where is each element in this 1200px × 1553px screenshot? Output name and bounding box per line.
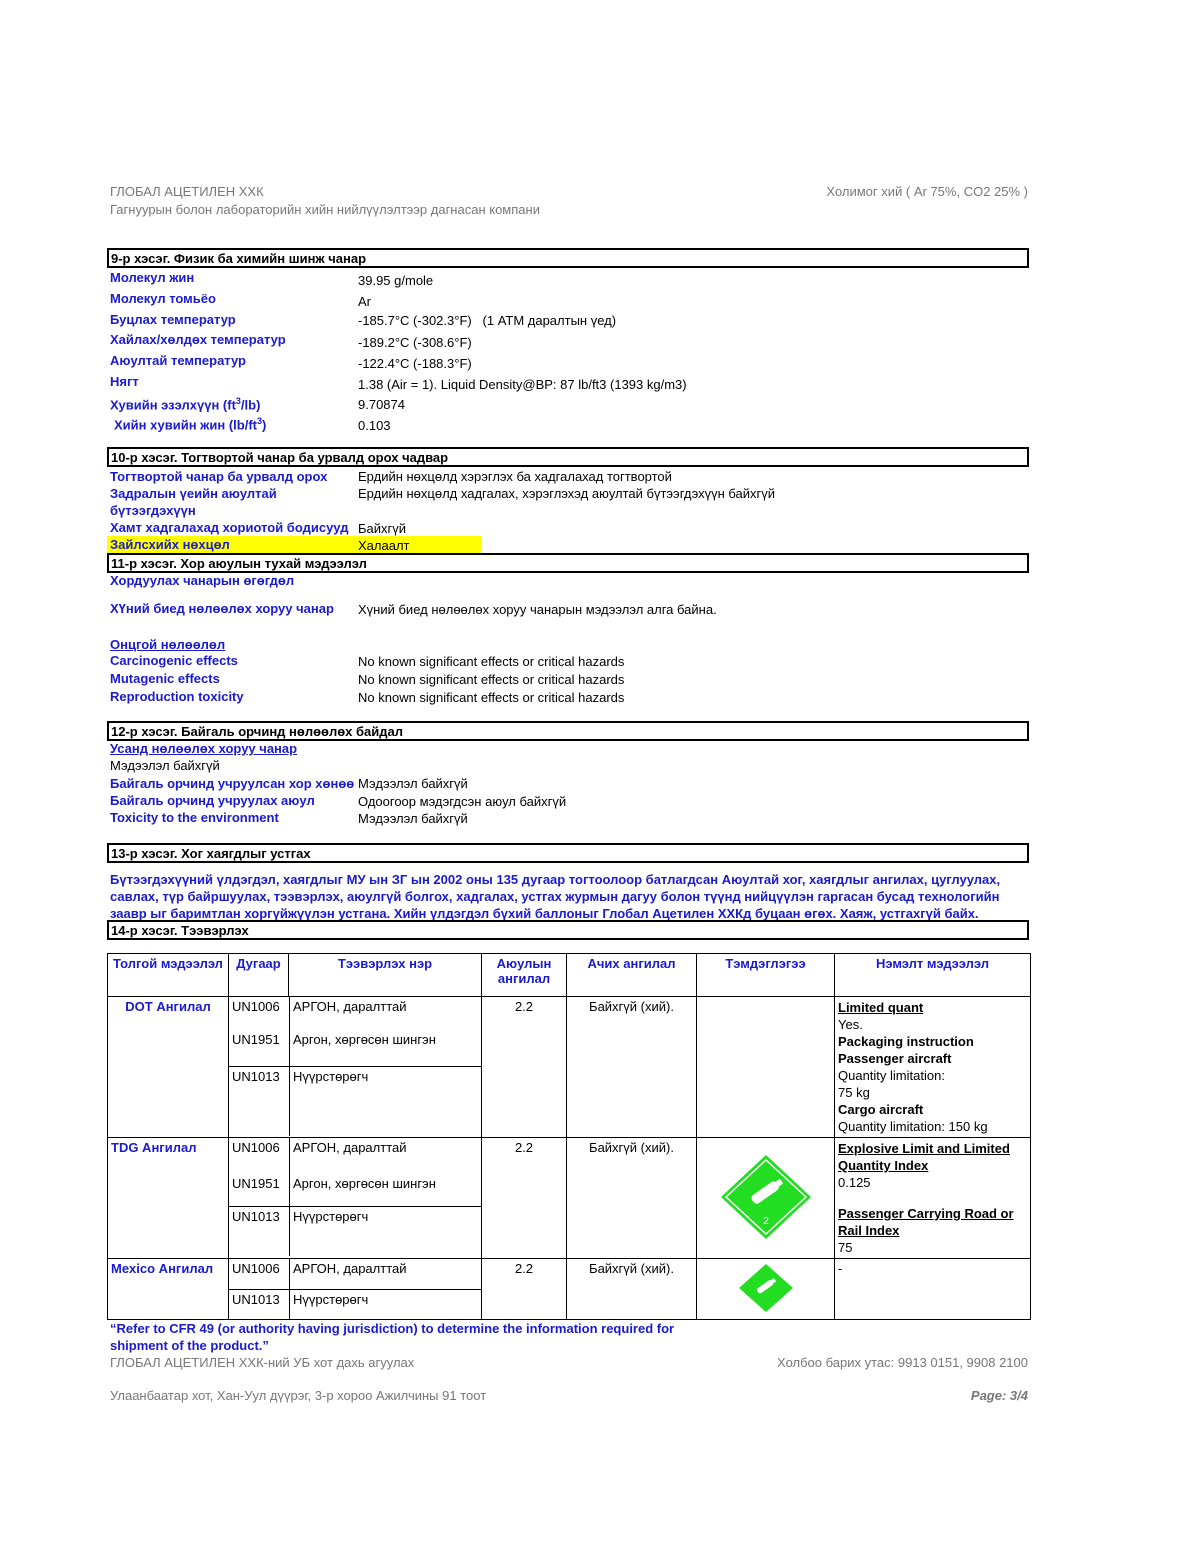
s10-label: Тогтвортой чанар ба урвалд орох — [110, 469, 328, 484]
s9-value: 9.70874 — [358, 397, 405, 412]
s12-value: Мэдээлэл байхгүй — [358, 811, 468, 826]
gas-cylinder-placard-icon — [718, 1152, 814, 1242]
shipping-name: Аргон, хөргөсөн шингэн — [290, 1174, 482, 1206]
packing-group: Байхгүй (хий). — [567, 997, 697, 1138]
shipping-name: Аргон, хөргөсөн шингэн — [290, 1030, 482, 1066]
section-10-title: 10-р хэсэг. Тогтвортой чанар ба урвалд орох чадвар — [107, 447, 1029, 467]
section-12-title: 12-р хэсэг. Байгаль орчинд нөлөөлөх байдал — [107, 721, 1029, 741]
marking-cell — [697, 1259, 835, 1320]
s11-value: No known significant effects or critical hazards — [358, 690, 625, 705]
s9-value: -189.2°C (-308.6°F) — [358, 335, 472, 350]
un-number: UN1006 — [229, 997, 290, 1030]
s9-value: -122.4°C (-188.3°F) — [358, 356, 472, 371]
s10-value: Ердийн нөхцөлд хадгалах, хэрэглэхэд аюултай бүтээгдэхүүн байхгүй — [358, 486, 776, 501]
s9-label: Молекул жин — [110, 270, 195, 285]
col-header: Нэмэлт мэдээлэл — [835, 954, 1031, 997]
un-number: UN1013 — [229, 1206, 290, 1256]
s11-heading: Онцгой нөлөөлөл — [110, 637, 226, 652]
s9-label: Молекул томьёо — [110, 291, 216, 306]
footer-address: Улаанбаатар хот, Хан-Уул дүүрэг, 3-р хороо Ажилчины 91 тоот — [110, 1388, 487, 1403]
s12-label: Байгаль орчинд учруулсан хор хөнөө — [110, 776, 355, 791]
s12-label: Toxicity to the environment — [110, 810, 279, 825]
footer-warehouse: ГЛОБАЛ АЦЕТИЛЕН ХХК-ний УБ хот дахь агуулах — [110, 1355, 415, 1370]
s9-value: 1.38 (Air = 1). Liquid Density@BP: 87 lb/ft3 (1393 kg/m3) — [358, 377, 687, 392]
s9-label-gas-gravity: Хийн хувийн жин $(lb/ft^3)$ — [114, 416, 267, 433]
packing-group: Байхгүй (хий). — [567, 1138, 697, 1259]
svg-text:2: 2 — [762, 1215, 769, 1227]
s9-value: -185.7°C (-302.3°F) (1 АТМ даралтын үед) — [358, 313, 617, 328]
shipping-name: АРГОН, даралттай — [290, 1259, 482, 1289]
un-number: UN1006 — [229, 1259, 290, 1289]
table-header-row — [108, 954, 1031, 997]
col-header: Толгой мэдээлэл — [108, 954, 229, 997]
hazard-class: 2.2 — [482, 1138, 567, 1259]
section-11-title: 11-р хэсэг. Хор аюулын тухай мэдээлэл — [107, 553, 1029, 573]
shipping-name: Нүүрстөрөгч — [293, 1291, 369, 1307]
s12-text: Мэдээлэл байхгүй — [110, 758, 220, 773]
company-subtitle: Гагнуурын болон лабораторийн хийн нийлүүлэлтээр дагнасан компани — [110, 202, 540, 217]
s9-label-density: Нягт — [110, 374, 139, 389]
row-label: TDG Ангилал — [108, 1138, 229, 1259]
un-number: UN1013 — [229, 1066, 290, 1136]
un-number: UN1951 — [229, 1030, 290, 1066]
s11-value: No known significant effects or critical hazards — [358, 672, 625, 687]
shipping-name: Нүүрстөрөгч — [293, 1208, 369, 1224]
footer-phone: Холбоо барих утас: 9913 0151, 9908 2100 — [777, 1355, 1028, 1370]
s13-text: Бүтээгдэхүүний үлдэгдэл, хаягдлыг МУ ын ЗГ ын 2002 оны 135 дугаар тогтоолоор батлагдсан Аюултай хог, хаягдлыг ангилах, цуглуулах, савлах, түр байршуулах, тээвэрлэх, аюулгүй болгох, хадгалах, устгах журмын дагуу болон түүнд нийцүүлэн гаргасан бусад технологийн заавр ыг баримтлан хоргүйжүүлэн устгана. Хийн үлдэгдэл бүхий баллоныг Глобал Ацетилен ХХКд буцаан өгөх. Хаяж, устгахгүй байх. — [110, 872, 1001, 921]
table-row — [108, 1138, 1031, 1259]
s11-label: Mutagenic effects — [110, 671, 220, 686]
s12-value: Мэдээлэл байхгүй — [358, 776, 468, 791]
s12-value: Одоогоор мэдэгдсэн аюул байхгүй — [358, 794, 567, 809]
table-row — [108, 997, 1031, 1138]
extra-info: Limited quant Yes. Packaging instruction Passenger aircraft Quantity limitation: 75 kg Cargo aircraft Quantity limitation: 150 kg — [835, 997, 1031, 1138]
row-label: Mexico Ангилал — [108, 1259, 229, 1320]
table-row — [108, 1259, 1031, 1320]
s11-label: Reproduction toxicity — [110, 689, 244, 704]
page-number: Page: 3/4 — [970, 1388, 1028, 1403]
marking-cell — [697, 997, 835, 1138]
gas-cylinder-placard-icon — [737, 1262, 795, 1314]
s10-value: Байхгүй — [358, 521, 407, 536]
s9-value: 0.103 — [358, 418, 391, 433]
s11-heading: Хордуулах чанарын өгөгдөл — [110, 573, 295, 588]
shipping-table — [107, 953, 1031, 1320]
cfr-note: “Refer to CFR 49 (or authority having jurisdiction) to determine the information required for shipment of the product.” — [110, 1321, 675, 1353]
s10-label: бүтээгдэхүүн — [110, 503, 196, 518]
section-14-title: 14-р хэсэг. Тээвэрлэх — [107, 920, 1029, 940]
s10-value: Ердийн нөхцөлд хэрэглэх ба хадгалахад тогтвортой — [358, 469, 672, 484]
s11-label: ХҮний биед нөлөөлөх хоруу чанар — [110, 601, 334, 616]
packing-group: Байхгүй (хий). — [567, 1259, 697, 1320]
s9-value: 39.95 g/mole — [358, 273, 434, 288]
hazard-class: 2.2 — [482, 1259, 567, 1320]
company-name: ГЛОБАЛ АЦЕТИЛЕН ХХК — [110, 184, 264, 199]
un-number: UN1006 — [229, 1138, 290, 1174]
un-number: UN1951 — [229, 1174, 290, 1206]
col-header: Дугаар — [229, 954, 289, 997]
s12-heading: Усанд нөлөөлөх хоруу чанар — [110, 741, 298, 756]
un-number: UN1013 — [229, 1289, 290, 1319]
s10-value: Халаалт — [358, 538, 410, 553]
s11-value: Хүний биед нөлөөлөх хоруу чанарын мэдээлэл алга байна. — [358, 602, 717, 617]
s9-label: Хайлах/хөлдөх температур — [110, 332, 286, 347]
section-13-title: 13-р хэсэг. Хог хаягдлыг устгах — [107, 843, 1029, 863]
marking-cell — [697, 1138, 835, 1259]
shipping-name: АРГОН, даралттай — [293, 1140, 407, 1155]
col-header: Аюулын ангилал — [482, 954, 567, 997]
extra-info: - — [835, 1259, 1031, 1320]
col-header: Тээвэрлэх нэр — [289, 954, 482, 997]
s9-label: Аюултай температур — [110, 353, 246, 368]
shipping-name: Нүүрстөрөгч — [293, 1068, 369, 1084]
row-label: DOT Ангилал — [108, 997, 229, 1138]
section-9-title: 9-р хэсэг. Физик ба химийн шинж чанар — [107, 248, 1029, 268]
s9-label-specific-volume: Хувийн эзэлхүүн $(ft^3/lb)$ — [110, 396, 261, 413]
shipping-name: АРГОН, даралттай — [293, 999, 407, 1014]
col-header: Ачих ангилал — [567, 954, 697, 997]
hazard-class: 2.2 — [482, 997, 567, 1138]
col-header: Тэмдэглэгээ — [697, 954, 835, 997]
s12-label: Байгаль орчинд учруулах аюул — [110, 793, 315, 808]
s10-label: Зайлсхийх нөхцөл — [110, 537, 230, 552]
s11-label: Carcinogenic effects — [110, 653, 238, 668]
product-name: Холимог хий ( Ar 75%, CO2 25% ) — [826, 184, 1028, 199]
s10-label: Хамт хадгалахад хориотой бодисууд — [110, 520, 349, 535]
extra-info: Explosive Limit and Limited Quantity Index 0.125 Passenger Carrying Road or Rail Index 75 — [835, 1138, 1031, 1259]
s9-value: Ar — [358, 294, 371, 309]
s11-value: No known significant effects or critical hazards — [358, 654, 625, 669]
s9-label: Буцлах температур — [110, 312, 236, 327]
s10-label: Задралын үеийн аюултай — [110, 486, 277, 501]
